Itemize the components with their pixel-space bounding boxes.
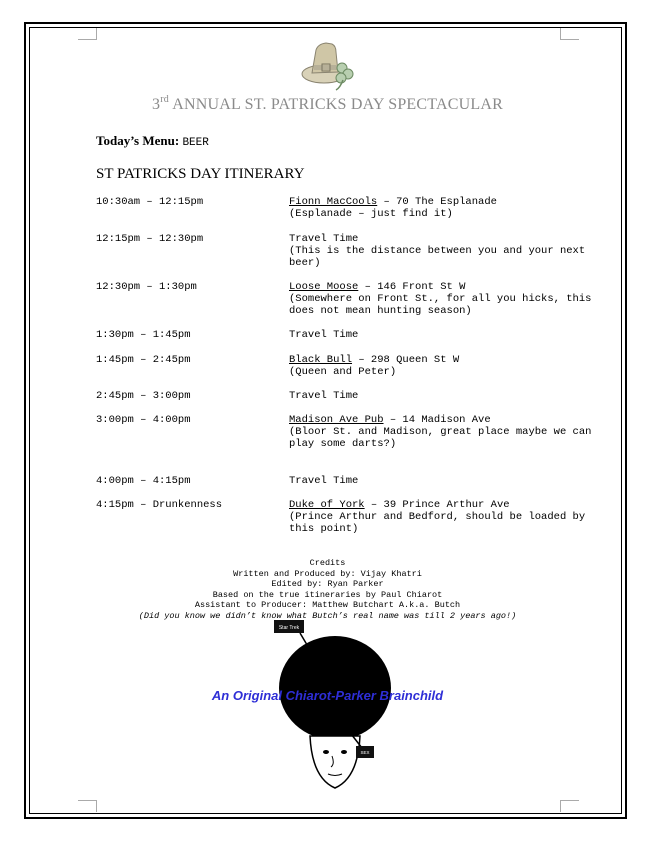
itinerary-time: 3:00pm – 4:00pm — [96, 414, 191, 426]
itinerary-time: 1:45pm – 2:45pm — [96, 354, 191, 366]
itinerary-venue: Fionn MacCools — [289, 196, 378, 208]
itinerary-desc — [289, 354, 609, 378]
itinerary-address: – 146 Front St W — [358, 281, 466, 293]
itinerary-desc — [289, 281, 609, 317]
credits-block — [0, 558, 655, 621]
credits-note: (Did you know we didn’t know what Butch’s real name was till 2 years ago!) — [138, 610, 517, 621]
itinerary-desc — [289, 475, 609, 487]
title-ordinal-number: 3 — [152, 96, 161, 113]
itinerary-heading: ST PATRICKS DAY ITINERARY — [96, 166, 305, 182]
itinerary-address: Travel Time — [289, 329, 359, 341]
cartoon-head-icon — [270, 618, 400, 793]
itinerary-address: – 14 Madison Ave — [383, 414, 491, 426]
title-ordinal-suffix: rd — [160, 94, 169, 105]
title-text: ANNUAL ST. PATRICKS DAY SPECTACULAR — [168, 96, 503, 113]
sign-sex: SEX — [360, 750, 370, 755]
itinerary-desc — [289, 196, 609, 220]
itinerary-note: (Esplanade – just find it) — [289, 208, 453, 220]
itinerary-time: 1:30pm – 1:45pm — [96, 329, 191, 341]
itinerary-note: (Prince Arthur and Bedford, should be loaded by this point) — [289, 511, 586, 535]
crop-mark-bottom-right — [560, 800, 579, 812]
page-title — [0, 96, 655, 114]
itinerary-venue: Black Bull — [289, 354, 353, 366]
todays-menu — [96, 133, 209, 149]
itinerary-address: Travel Time — [289, 475, 359, 487]
itinerary-desc — [289, 499, 609, 535]
itinerary-address: – 298 Queen St W — [352, 354, 460, 366]
itinerary-venue: Loose Moose — [289, 281, 359, 293]
itinerary-note: (Somewhere on Front St., for all you hicks, this does not mean hunting season) — [289, 293, 592, 317]
shamrock-hat-icon — [296, 38, 358, 94]
itinerary-desc — [289, 233, 609, 269]
itinerary-note: (Queen and Peter) — [289, 366, 397, 378]
itinerary-time: 2:45pm – 3:00pm — [96, 390, 191, 402]
itinerary-note: (This is the distance between you and your next beer) — [289, 245, 586, 269]
itinerary-address: Travel Time — [289, 390, 359, 402]
itinerary-time: 4:15pm – Drunkenness — [96, 499, 223, 511]
crop-mark-top-right — [560, 28, 579, 40]
credits-line: Assistant to Producer: Matthew Butchart A.k.a. Butch — [194, 600, 461, 610]
credits-line: Based on the true itineraries by Paul Chiarot — [212, 589, 443, 600]
crop-mark-top-left — [78, 28, 97, 40]
itinerary-venue: Madison Ave Pub — [289, 414, 384, 426]
crop-mark-bottom-left — [78, 800, 97, 812]
credits-heading: Credits — [309, 558, 346, 568]
itinerary-time: 12:15pm – 12:30pm — [96, 233, 204, 245]
itinerary-time: 4:00pm – 4:15pm — [96, 475, 191, 487]
itinerary-address: – 70 The Esplanade — [377, 196, 497, 208]
itinerary-venue: Duke of York — [289, 499, 365, 511]
credits-line: Edited by: Ryan Parker — [271, 579, 384, 589]
sign-star-trek: Star Trek — [278, 625, 300, 631]
itinerary-address: Travel Time — [289, 233, 359, 245]
itinerary-desc — [289, 414, 609, 450]
itinerary-desc — [289, 329, 609, 341]
credits-line: Written and Produced by: Vijay Khatri — [233, 568, 422, 579]
itinerary-desc — [289, 390, 609, 402]
brainchild-caption: An Original Chiarot-Parker Brainchild — [211, 688, 444, 703]
itinerary-time: 12:30pm – 1:30pm — [96, 281, 197, 293]
itinerary-time: 10:30am – 12:15pm — [96, 196, 204, 208]
itinerary-address: – 39 Prince Arthur Ave — [364, 499, 510, 511]
itinerary-note: (Bloor St. and Madison, great place maybe we can play some darts?) — [289, 426, 592, 450]
menu-value: BEER — [182, 137, 209, 149]
menu-label: Today’s Menu: — [96, 133, 180, 148]
